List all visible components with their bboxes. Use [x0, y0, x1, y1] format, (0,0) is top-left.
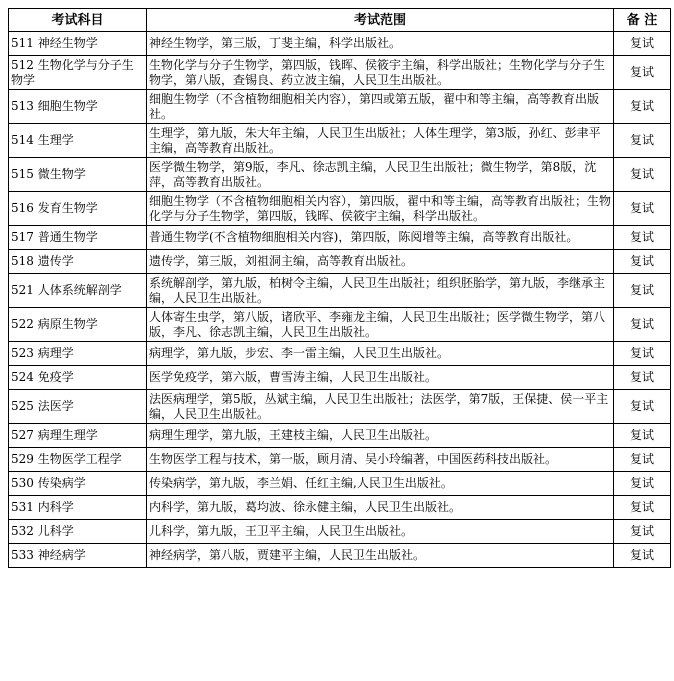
scope-cell: 病理生理学，第九版，王建枝主编，人民卫生出版社。: [147, 424, 614, 448]
note-cell: 复试: [614, 192, 671, 226]
table-row: [9, 308, 671, 342]
subject-cell: 511 神经生物学: [9, 32, 147, 56]
table-row: [9, 342, 671, 366]
scope-cell: 细胞生物学（不含植物细胞相关内容），第四版，翟中和等主编，高等教育出版社；生物化学与分子生物学，第四版，钱晖、侯筱宇主编，科学出版社。: [147, 192, 614, 226]
table-row: [9, 56, 671, 90]
scope-cell: 儿科学，第九版，王卫平主编，人民卫生出版社。: [147, 520, 614, 544]
note-cell: 复试: [614, 226, 671, 250]
scope-cell: 神经生物学，第三版，丁斐主编，科学出版社。: [147, 32, 614, 56]
exam-scope-table: [8, 8, 671, 568]
note-cell: 复试: [614, 32, 671, 56]
table-row: [9, 544, 671, 568]
scope-cell: 传染病学，第九版，李兰娟、任红主编,人民卫生出版社。: [147, 472, 614, 496]
scope-cell: 医学微生物学，第9版，李凡、徐志凯主编，人民卫生出版社；微生物学，第8版，沈萍，高等教育出版社。: [147, 158, 614, 192]
table-row: [9, 192, 671, 226]
note-cell: 复试: [614, 390, 671, 424]
subject-cell: 527 病理生理学: [9, 424, 147, 448]
subject-cell: 517 普通生物学: [9, 226, 147, 250]
scope-cell: 系统解剖学，第九版，柏树令主编，人民卫生出版社；组织胚胎学，第九版，李继承主编，人民卫生出版社。: [147, 274, 614, 308]
table-row: [9, 32, 671, 56]
table-row: [9, 366, 671, 390]
scope-cell: 内科学，第九版，葛均波、徐永健主编，人民卫生出版社。: [147, 496, 614, 520]
header-subject: 考试科目: [9, 9, 147, 32]
scope-cell: 法医病理学，第5版，丛斌主编，人民卫生出版社；法医学，第7版，王保捷、侯一平主编，人民卫生出版社。: [147, 390, 614, 424]
scope-cell: 医学免疫学，第六版，曹雪涛主编，人民卫生出版社。: [147, 366, 614, 390]
subject-cell: 525 法医学: [9, 390, 147, 424]
subject-cell: 513 细胞生物学: [9, 90, 147, 124]
table-row: [9, 90, 671, 124]
note-cell: 复试: [614, 308, 671, 342]
note-cell: 复试: [614, 472, 671, 496]
subject-cell: 529 生物医学工程学: [9, 448, 147, 472]
subject-cell: 514 生理学: [9, 124, 147, 158]
table-row: [9, 274, 671, 308]
note-cell: 复试: [614, 424, 671, 448]
note-cell: 复试: [614, 520, 671, 544]
table-row: [9, 124, 671, 158]
subject-cell: 512 生物化学与分子生物学: [9, 56, 147, 90]
note-cell: 复试: [614, 250, 671, 274]
scope-cell: 生物化学与分子生物学，第四版，钱晖、侯筱宇主编，科学出版社；生物化学与分子生物学，第八版，查锡良、药立波主编，人民卫生出版社。: [147, 56, 614, 90]
subject-cell: 522 病原生物学: [9, 308, 147, 342]
table-row: [9, 158, 671, 192]
note-cell: 复试: [614, 56, 671, 90]
note-cell: 复试: [614, 124, 671, 158]
scope-cell: 人体寄生虫学，第八版，诸欣平、李雍龙主编，人民卫生出版社；医学微生物学，第八版，李凡、徐志凯主编，人民卫生出版社。: [147, 308, 614, 342]
scope-cell: 普通生物学(不含植物细胞相关内容)，第四版，陈阅增等主编，高等教育出版社。: [147, 226, 614, 250]
note-cell: 复试: [614, 496, 671, 520]
subject-cell: 531 内科学: [9, 496, 147, 520]
subject-cell: 518 遗传学: [9, 250, 147, 274]
note-cell: 复试: [614, 366, 671, 390]
table-row: [9, 472, 671, 496]
scope-cell: 生理学，第九版，朱大年主编，人民卫生出版社；人体生理学，第3版，孙红、彭聿平主编，高等教育出版社。: [147, 124, 614, 158]
subject-cell: 521 人体系统解剖学: [9, 274, 147, 308]
note-cell: 复试: [614, 544, 671, 568]
table-row: [9, 520, 671, 544]
subject-cell: 515 微生物学: [9, 158, 147, 192]
table-row: [9, 250, 671, 274]
subject-cell: 516 发育生物学: [9, 192, 147, 226]
table-row: [9, 496, 671, 520]
scope-cell: 遗传学，第三版，刘祖洞主编，高等教育出版社。: [147, 250, 614, 274]
note-cell: 复试: [614, 90, 671, 124]
subject-cell: 530 传染病学: [9, 472, 147, 496]
subject-cell: 533 神经病学: [9, 544, 147, 568]
subject-cell: 524 免疫学: [9, 366, 147, 390]
scope-cell: 生物医学工程与技术，第一版，顾月清、吴小玲编著，中国医药科技出版社。: [147, 448, 614, 472]
table-row: [9, 424, 671, 448]
table-header-row: [9, 9, 671, 32]
note-cell: 复试: [614, 158, 671, 192]
header-scope: 考试范围: [147, 9, 614, 32]
scope-cell: 神经病学，第八版，贾建平主编，人民卫生出版社。: [147, 544, 614, 568]
note-cell: 复试: [614, 274, 671, 308]
note-cell: 复试: [614, 448, 671, 472]
header-note: 备 注: [614, 9, 671, 32]
scope-cell: 病理学，第九版，步宏、李一雷主编，人民卫生出版社。: [147, 342, 614, 366]
subject-cell: 523 病理学: [9, 342, 147, 366]
table-row: [9, 448, 671, 472]
table-row: [9, 226, 671, 250]
scope-cell: 细胞生物学（不含植物细胞相关内容），第四或第五版，翟中和等主编，高等教育出版社。: [147, 90, 614, 124]
table-row: [9, 390, 671, 424]
subject-cell: 532 儿科学: [9, 520, 147, 544]
note-cell: 复试: [614, 342, 671, 366]
